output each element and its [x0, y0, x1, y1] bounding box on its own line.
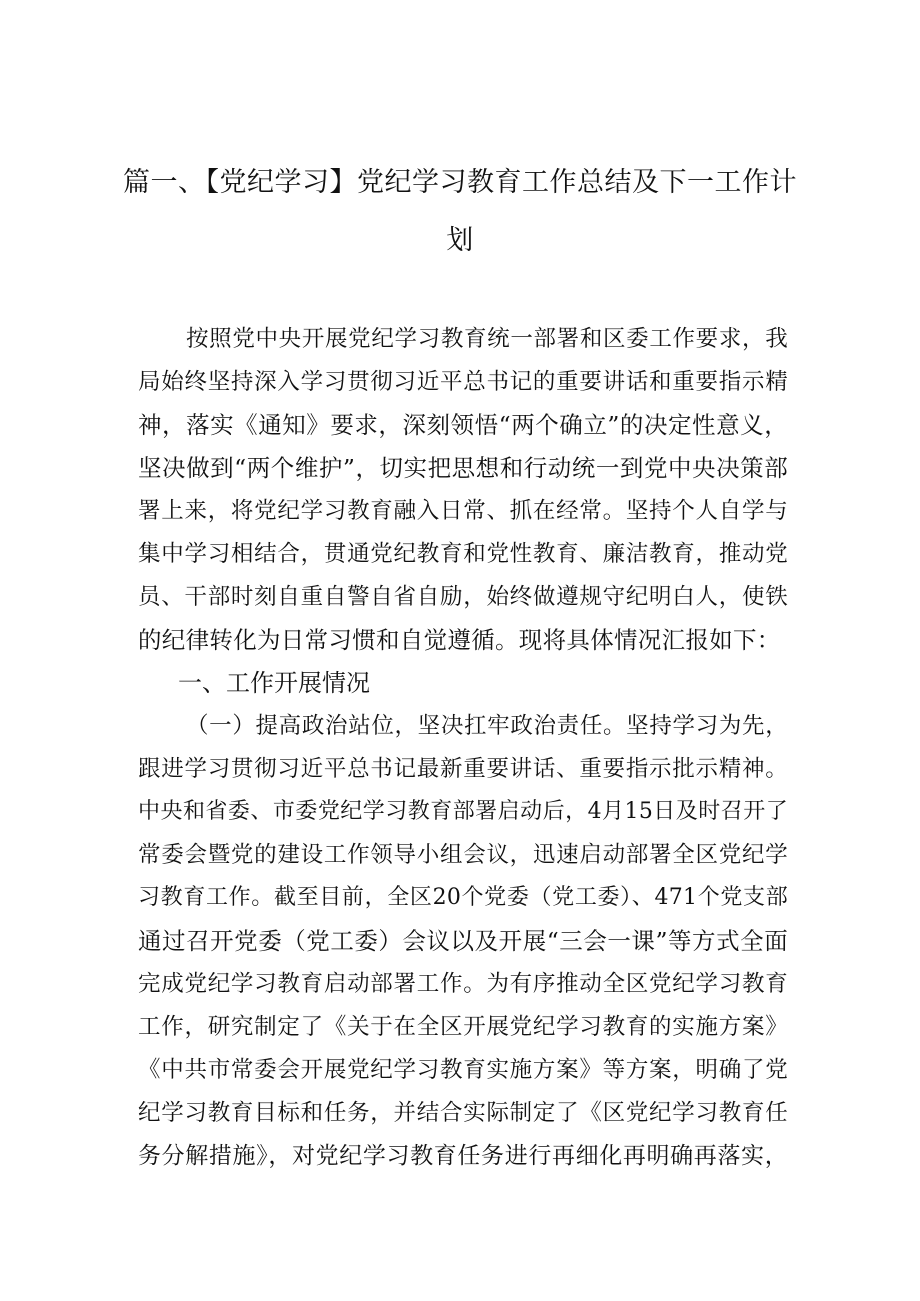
section-paragraph-line: 《中共市常委会开展党纪学习教育实施方案》等方案，明确了党 — [138, 1057, 788, 1083]
intro-paragraph-line: 的纪律转化为日常习惯和自觉遵循。现将具体情况汇报如下： — [138, 626, 781, 654]
section-paragraph-line: 习教育工作。截至目前，全区20个党委（党工委）、471个党支部 — [138, 885, 788, 910]
intro-paragraph-line: 署上来，将党纪学习教育融入日常、抓在经常。坚持个人自学与 — [138, 498, 788, 524]
section-paragraph-line: 完成党纪学习教育启动部署工作。为有序推动全区党纪学习教育 — [138, 971, 788, 997]
document-title-line-1: 篇一、【党纪学习】党纪学习教育工作总结及下一工作计 — [123, 167, 797, 198]
section-paragraph-line: 务分解措施》，对党纪学习教育任务进行再细化再明确再落实， — [138, 1143, 788, 1169]
section-paragraph-line: 跟进学习贯彻习近平总书记最新重要讲话、重要指示批示精神。 — [138, 756, 788, 782]
intro-paragraph-line: 坚决做到“两个维护”，切实把思想和行动统一到党中央决策部 — [138, 454, 788, 482]
section-paragraph-line: 纪学习教育目标和任务，并结合实际制定了《区党纪学习教育任 — [138, 1100, 788, 1126]
intro-paragraph-line: 局始终坚持深入学习贯彻习近平总书记的重要讲话和重要指示精 — [138, 369, 788, 395]
intro-paragraph-line: 神，落实《通知》要求，深刻领悟“两个确立”的决定性意义， — [138, 411, 788, 439]
intro-paragraph-line: 集中学习相结合，贯通党纪教育和党性教育、廉洁教育，推动党 — [138, 541, 788, 567]
section-heading: 一、工作开展情况 — [178, 669, 370, 697]
intro-paragraph-line: 员、干部时刻自重自警自省自励，始终做遵规守纪明白人，使铁 — [138, 584, 788, 610]
section-paragraph-line: （一）提高政治站位，坚决扛牢政治责任。坚持学习为先， — [186, 713, 788, 739]
section-paragraph-line: 中央和省委、市委党纪学习教育部署启动后，4月15日及时召开了 — [138, 799, 788, 824]
intro-paragraph-line: 按照党中央开展党纪学习教育统一部署和区委工作要求，我 — [186, 326, 788, 352]
section-paragraph-line: 工作，研究制定了《关于在全区开展党纪学习教育的实施方案》 — [138, 1014, 788, 1040]
section-paragraph-line: 通过召开党委（党工委）会议以及开展“三会一课”等方式全面 — [138, 927, 788, 955]
section-paragraph-line: 常委会暨党的建设工作领导小组会议，迅速启动部署全区党纪学 — [138, 842, 788, 868]
document-title-line-2: 划 — [446, 225, 474, 256]
